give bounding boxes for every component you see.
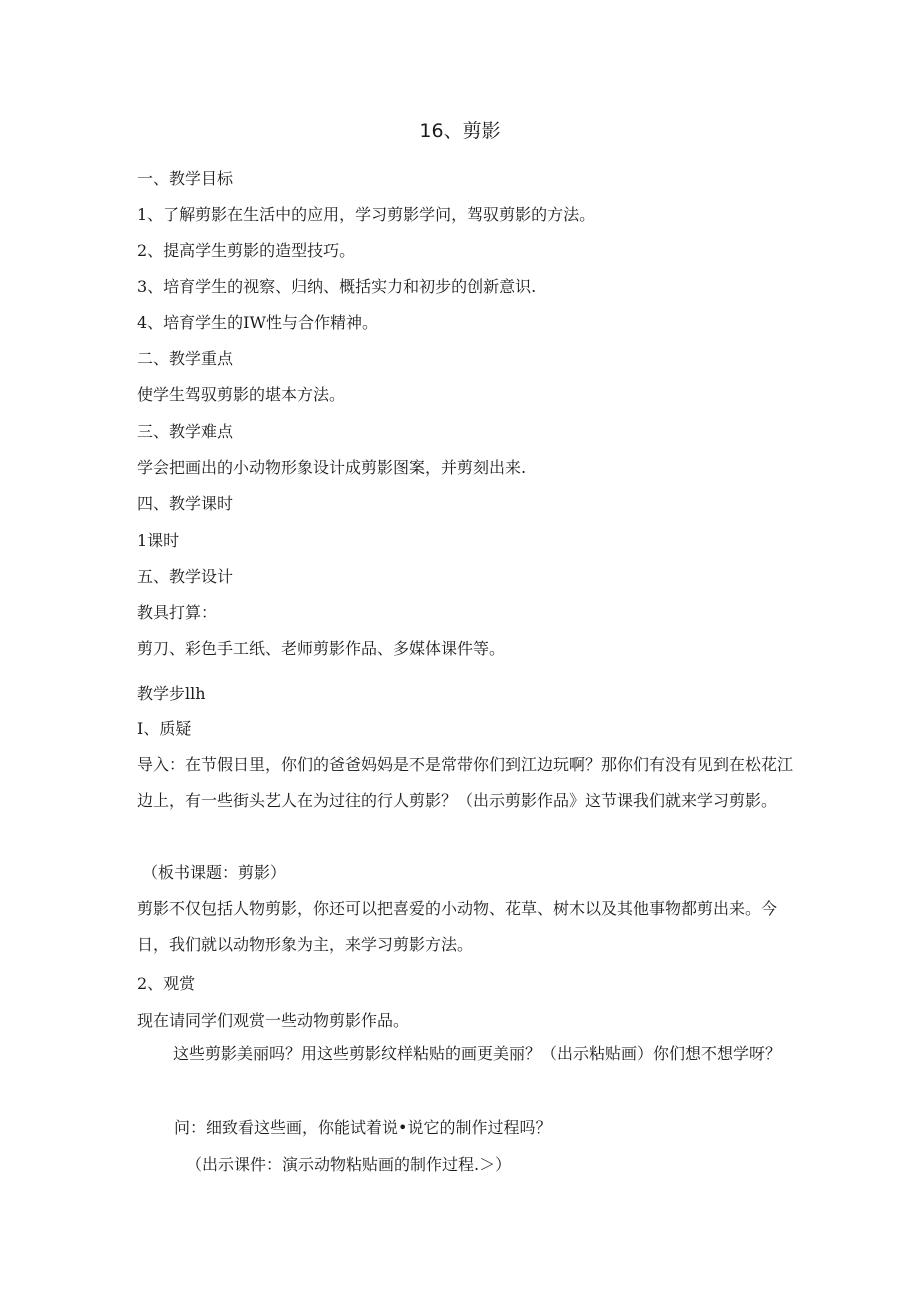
section-heading-difficulties: 三、教学难点 (137, 422, 234, 441)
teaching-aids-label: 教具打算： (137, 603, 218, 622)
key-points-text: 使学生驾驭剪影的堪本方法。 (137, 385, 346, 404)
objective-1: 1、了解剪影在生活中的应用，学习剪影学问，驾驭剪影的方法。 (137, 205, 596, 224)
lesson-hours-text: 1课时 (137, 531, 180, 550)
difficulties-text: 学会把画出的小动物形象设计成剪影图案，并剪刻出来. (137, 458, 527, 477)
question-paragraph: 这些剪影美丽吗？用这些剪影纹样粘贴的画更美丽？（出示粘贴画）你们想不想学呀？ (173, 1044, 782, 1063)
section-heading-objectives: 一、教学目标 (137, 169, 234, 188)
objective-3: 3、培育学生的视察、归纳、概括实力和初步的创新意识. (137, 277, 537, 296)
board-note: （板书课题：剪影） (142, 863, 287, 882)
appreciation-text: 现在请同学们观赏一些动物剪影作品。 (137, 1011, 410, 1030)
step-1-heading: I、质疑 (137, 719, 192, 738)
objective-4: 4、培育学生的IW性与合作精神。 (137, 313, 378, 332)
teaching-aids-list: 剪刀、彩色手工纸、老师剪影作品、多媒体课件等。 (137, 639, 506, 658)
section-heading-design: 五、教学设计 (137, 567, 234, 586)
section-heading-lesson-hours: 四、教学课时 (137, 494, 234, 513)
objective-2: 2、提高学生剪影的造型技巧。 (137, 241, 356, 260)
courseware-note: （出示课件：演示动物粘贴画的制作过程.＞） (186, 1155, 512, 1174)
document-title: 16、剪影 (419, 120, 501, 142)
ask-text: 问：细致看这些画，你能试着说•说它的制作过程吗？ (174, 1118, 552, 1137)
step-2-heading: 2、观赏 (137, 974, 196, 993)
section-heading-key-points: 二、教学重点 (137, 349, 234, 368)
explanation-paragraph: 剪影不仅包括人物剪影，你还可以把喜爱的小动物、花草、树木以及其他事物都剪出来。今日，我们就以动物形象为主，来学习剪影方法。 (137, 899, 778, 954)
teaching-steps-label: 教学步llh (137, 684, 206, 703)
intro-paragraph: 导入：在节假日里，你们的爸爸妈妈是不是常带你们到江边玩啊？那你们有没有见到在松花江边上，有一些街头艺人在为过往的行人剪影？（出示剪影作品》这节课我们就来学习剪影。 (137, 755, 794, 810)
